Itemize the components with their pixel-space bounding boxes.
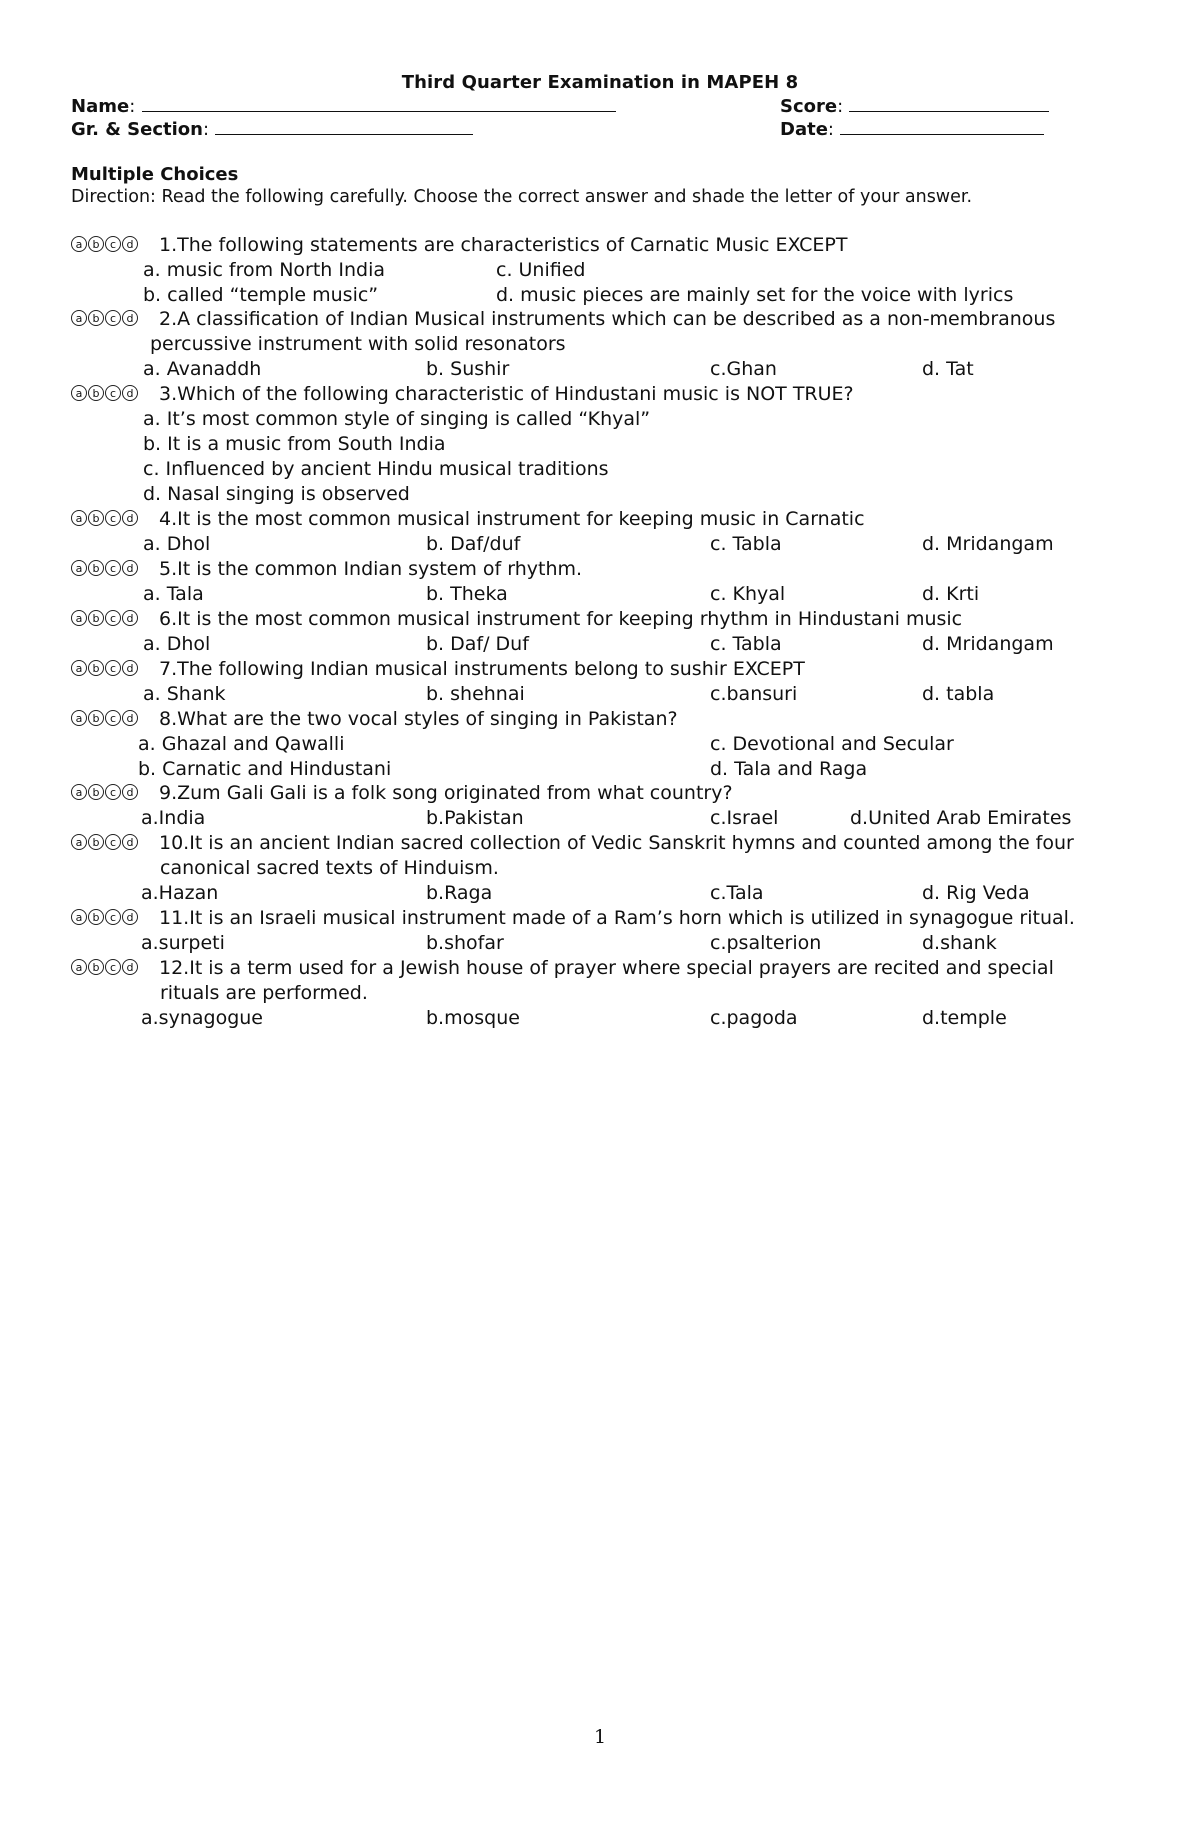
date-blank[interactable] <box>840 120 1044 135</box>
answer-bubbles <box>71 909 138 925</box>
question-text: 4.It is the most common musical instrument for keeping music in Carnatic <box>159 508 865 530</box>
question-row <box>71 558 1127 580</box>
answer-bubble-c[interactable]: c <box>105 784 121 800</box>
answer-option: b. Sushir <box>426 358 510 380</box>
answer-bubble-a[interactable]: a <box>71 834 87 850</box>
page-number: 1 <box>593 1726 607 1748</box>
answer-bubbles <box>71 710 138 726</box>
answer-option: b.shofar <box>426 932 504 954</box>
answer-bubble-d[interactable]: d <box>122 560 138 576</box>
answer-bubble-c[interactable]: c <box>105 909 121 925</box>
answer-bubble-b[interactable]: b <box>88 236 104 252</box>
answer-option: d. tabla <box>922 683 995 705</box>
answer-option: b. Daf/ Duf <box>426 633 529 655</box>
answer-bubble-b[interactable]: b <box>88 909 104 925</box>
question-row <box>71 907 1127 929</box>
answer-option: d. music pieces are mainly set for the voice with lyrics <box>496 284 1014 306</box>
section-label: Gr. & Section <box>71 119 203 140</box>
date-field[interactable]: Date: <box>780 119 1044 140</box>
answer-option: b. Theka <box>426 583 508 605</box>
answer-option: b. called “temple music” <box>143 284 379 306</box>
answer-bubble-a[interactable]: a <box>71 385 87 401</box>
name-blank[interactable] <box>142 97 616 112</box>
answer-bubble-d[interactable]: d <box>122 236 138 252</box>
answer-bubble-a[interactable]: a <box>71 310 87 326</box>
answer-option: a. Dhol <box>143 633 211 655</box>
answer-bubbles <box>71 784 138 800</box>
answer-bubble-c[interactable]: c <box>105 959 121 975</box>
answer-bubbles <box>71 385 138 401</box>
answer-option: d. Tat <box>922 358 974 380</box>
question-row <box>71 957 1127 979</box>
answer-option: c.Tala <box>710 882 764 904</box>
question-row <box>71 782 1127 804</box>
answer-option: c.bansuri <box>710 683 798 705</box>
answer-option: d. Krti <box>922 583 980 605</box>
answer-bubble-a[interactable]: a <box>71 236 87 252</box>
answer-bubbles <box>71 660 138 676</box>
question-text-continuation: canonical sacred texts of Hinduism. <box>160 857 499 879</box>
question-row <box>71 383 1127 405</box>
question-row <box>71 234 1127 256</box>
answer-bubble-c[interactable]: c <box>105 510 121 526</box>
answer-bubble-c[interactable]: c <box>105 310 121 326</box>
date-label: Date <box>780 119 828 140</box>
answer-bubble-d[interactable]: d <box>122 909 138 925</box>
answer-bubble-a[interactable]: a <box>71 959 87 975</box>
answer-option: c.Israel <box>710 807 779 829</box>
answer-bubble-c[interactable]: c <box>105 236 121 252</box>
answer-option: b. Daf/duf <box>426 533 521 555</box>
answer-bubble-b[interactable]: b <box>88 510 104 526</box>
question-text: 9.Zum Gali Gali is a folk song originated from what country? <box>159 782 733 804</box>
answer-option: d. Tala and Raga <box>710 758 868 780</box>
score-blank[interactable] <box>849 97 1049 112</box>
question-row <box>71 832 1127 854</box>
answer-option: a. Avanaddh <box>143 358 262 380</box>
answer-option: b. It is a music from South India <box>143 433 446 455</box>
answer-bubbles <box>71 236 138 252</box>
answer-option: c.Ghan <box>710 358 777 380</box>
answer-bubble-b[interactable]: b <box>88 834 104 850</box>
answer-option: d. Nasal singing is observed <box>143 483 410 505</box>
section-heading: Multiple Choices <box>71 164 239 185</box>
answer-bubble-a[interactable]: a <box>71 560 87 576</box>
answer-option: d. Rig Veda <box>922 882 1030 904</box>
name-field[interactable]: Name: <box>71 96 616 117</box>
question-text: 8.What are the two vocal styles of singing in Pakistan? <box>159 708 678 730</box>
question-row <box>71 708 1127 730</box>
answer-option: c.psalterion <box>710 932 822 954</box>
answer-option: a.India <box>141 807 206 829</box>
question-text: 1.The following statements are characteristics of Carnatic Music EXCEPT <box>159 234 848 256</box>
answer-bubble-d[interactable]: d <box>122 834 138 850</box>
question-text: 12.It is a term used for a Jewish house of prayer where special prayers are recited and special <box>159 957 1054 979</box>
answer-option: c. Devotional and Secular <box>710 733 954 755</box>
question-text: 6.It is the most common musical instrument for keeping rhythm in Hindustani music <box>159 608 963 630</box>
answer-option: d.shank <box>922 932 997 954</box>
question-row <box>71 658 1127 680</box>
question-row <box>71 308 1127 330</box>
answer-bubble-b[interactable]: b <box>88 959 104 975</box>
answer-bubble-c[interactable]: c <box>105 385 121 401</box>
answer-option: b.Pakistan <box>426 807 524 829</box>
answer-bubble-c[interactable]: c <box>105 710 121 726</box>
question-row <box>71 508 1127 530</box>
section-blank[interactable] <box>215 120 473 135</box>
score-field[interactable]: Score: <box>780 96 1049 117</box>
answer-option: a. Dhol <box>143 533 211 555</box>
question-text-continuation: percussive instrument with solid resonators <box>150 333 566 355</box>
question-text: 11.It is an Israeli musical instrument made of a Ram’s horn which is utilized in synagogue ritual. <box>159 907 1075 929</box>
answer-option: d. Mridangam <box>922 633 1054 655</box>
answer-option: d.United Arab Emirates <box>850 807 1072 829</box>
answer-bubble-d[interactable]: d <box>122 510 138 526</box>
answer-option: a. Tala <box>143 583 204 605</box>
question-text: 10.It is an ancient Indian sacred collection of Vedic Sanskrit hymns and counted among the four <box>159 832 1074 854</box>
answer-bubble-b[interactable]: b <box>88 660 104 676</box>
direction-text: Direction: Read the following carefully. Choose the correct answer and shade the letter of your answer. <box>71 187 973 207</box>
name-label: Name <box>71 96 130 117</box>
answer-option: b. shehnai <box>426 683 525 705</box>
answer-bubble-a[interactable]: a <box>71 610 87 626</box>
answer-option: a.Hazan <box>141 882 219 904</box>
answer-option: c. Khyal <box>710 583 786 605</box>
answer-bubble-a[interactable]: a <box>71 909 87 925</box>
answer-bubble-b[interactable]: b <box>88 710 104 726</box>
answer-bubble-b[interactable]: b <box>88 560 104 576</box>
answer-bubble-c[interactable]: c <box>105 834 121 850</box>
question-text-continuation: rituals are performed. <box>160 982 368 1004</box>
answer-bubble-a[interactable]: a <box>71 660 87 676</box>
answer-option: c. Unified <box>496 259 586 281</box>
answer-option: a. music from North India <box>143 259 385 281</box>
question-text: 3.Which of the following characteristic of Hindustani music is NOT TRUE? <box>159 383 854 405</box>
answer-bubble-d[interactable]: d <box>122 385 138 401</box>
answer-option: c. Influenced by ancient Hindu musical traditions <box>143 458 609 480</box>
answer-option: b.Raga <box>426 882 493 904</box>
answer-option: a. It’s most common style of singing is called “Khyal” <box>143 408 651 430</box>
answer-bubble-b[interactable]: b <box>88 310 104 326</box>
answer-bubbles <box>71 310 138 326</box>
answer-bubble-d[interactable]: d <box>122 784 138 800</box>
answer-bubble-c[interactable]: c <box>105 610 121 626</box>
exam-title: Third Quarter Examination in MAPEH 8 <box>401 72 799 93</box>
answer-option: b.mosque <box>426 1007 520 1029</box>
answer-bubble-b[interactable]: b <box>88 385 104 401</box>
answer-bubble-d[interactable]: d <box>122 310 138 326</box>
answer-bubble-d[interactable]: d <box>122 959 138 975</box>
question-row <box>71 608 1127 630</box>
question-text: 5.It is the common Indian system of rhythm. <box>159 558 583 580</box>
answer-bubble-b[interactable]: b <box>88 784 104 800</box>
section-field[interactable]: Gr. & Section: <box>71 119 473 140</box>
answer-bubble-d[interactable]: d <box>122 710 138 726</box>
question-text: 2.A classification of Indian Musical instruments which can be described as a non-membranous <box>159 308 1056 330</box>
answer-bubble-b[interactable]: b <box>88 610 104 626</box>
question-text: 7.The following Indian musical instruments belong to sushir EXCEPT <box>159 658 805 680</box>
score-label: Score <box>780 96 838 117</box>
answer-option: c. Tabla <box>710 533 782 555</box>
answer-bubble-d[interactable]: d <box>122 610 138 626</box>
answer-bubbles <box>71 610 138 626</box>
answer-bubbles <box>71 834 138 850</box>
answer-option: a.surpeti <box>141 932 225 954</box>
answer-option: d.temple <box>922 1007 1007 1029</box>
answer-bubbles <box>71 959 138 975</box>
answer-bubbles <box>71 560 138 576</box>
answer-bubble-c[interactable]: c <box>105 560 121 576</box>
answer-option: c. Tabla <box>710 633 782 655</box>
answer-option: c.pagoda <box>710 1007 798 1029</box>
answer-option: a.synagogue <box>141 1007 263 1029</box>
answer-bubble-a[interactable]: a <box>71 510 87 526</box>
answer-bubble-a[interactable]: a <box>71 784 87 800</box>
answer-bubble-c[interactable]: c <box>105 660 121 676</box>
answer-option: a. Shank <box>143 683 226 705</box>
answer-bubbles <box>71 510 138 526</box>
answer-option: a. Ghazal and Qawalli <box>138 733 345 755</box>
answer-bubble-a[interactable]: a <box>71 710 87 726</box>
answer-bubble-d[interactable]: d <box>122 660 138 676</box>
answer-option: b. Carnatic and Hindustani <box>138 758 392 780</box>
answer-option: d. Mridangam <box>922 533 1054 555</box>
